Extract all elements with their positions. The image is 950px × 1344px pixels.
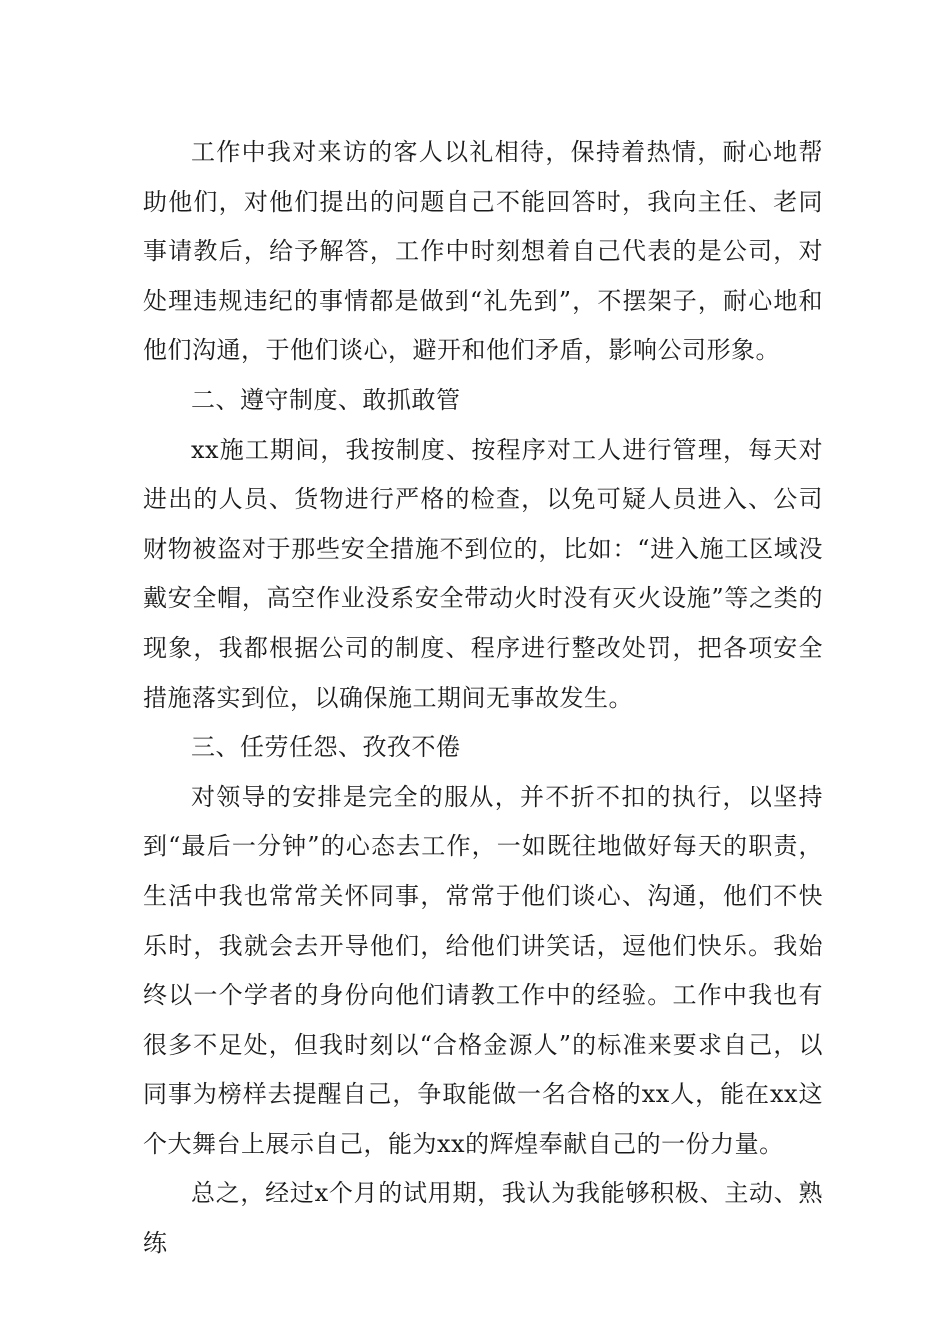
paragraph-construction-management: xx施工期间，我按制度、按程序对工人进行管理，每天对进出的人员、货物进行严格的检查，以免可疑人员进入、公司财物被盗对于那些安全措施不到位的，比如：“进入施工区域没戴安全帽，高空作业没系安全带动火时没有灭火设施”等之类的现象，我都根据公司的制度、程序进行整改处罚，把各项安全措施落实到位，以确保施工期间无事故发生。 [143,435,823,712]
section-heading-rules: 二、遵守制度、敢抓敢管 [191,385,461,414]
document-body [143,128,823,1269]
section-heading-diligence: 三、任劳任怨、孜孜不倦 [191,733,461,762]
paragraph-obedience: 对领导的安排是完全的服从，并不折不扣的执行，以坚持到“最后一分钟”的心态去工作，一如既往地做好每天的职责，生活中我也常常关怀同事，常常于他们谈心、沟通，他们不快乐时，我就会去开导他们，给他们讲笑话，逗他们快乐。我始终以一个学者的身份向他们请教工作中的经验。工作中我也有很多不足处，但我时刻以“合格金源人”的标准来要求自己，以同事为榜样去提醒自己，争取能做一名合格的xx人，能在xx这个大舞台上展示自己，能为xx的辉煌奉献自己的一份力量。 [143,782,823,1158]
paragraph-reception: 工作中我对来访的客人以礼相待，保持着热情，耐心地帮助他们，对他们提出的问题自己不能回答时，我向主任、老同事请教后，给予解答，工作中时刻想着自己代表的是公司，对处理违规违纪的事情都是做到“礼先到”，不摆架子，耐心地和他们沟通，于他们谈心，避开和他们矛盾，影响公司形象。 [143,138,823,365]
paragraph-summary: 总之，经过x个月的试用期，我认为我能够积极、主动、熟练 [143,1179,823,1258]
